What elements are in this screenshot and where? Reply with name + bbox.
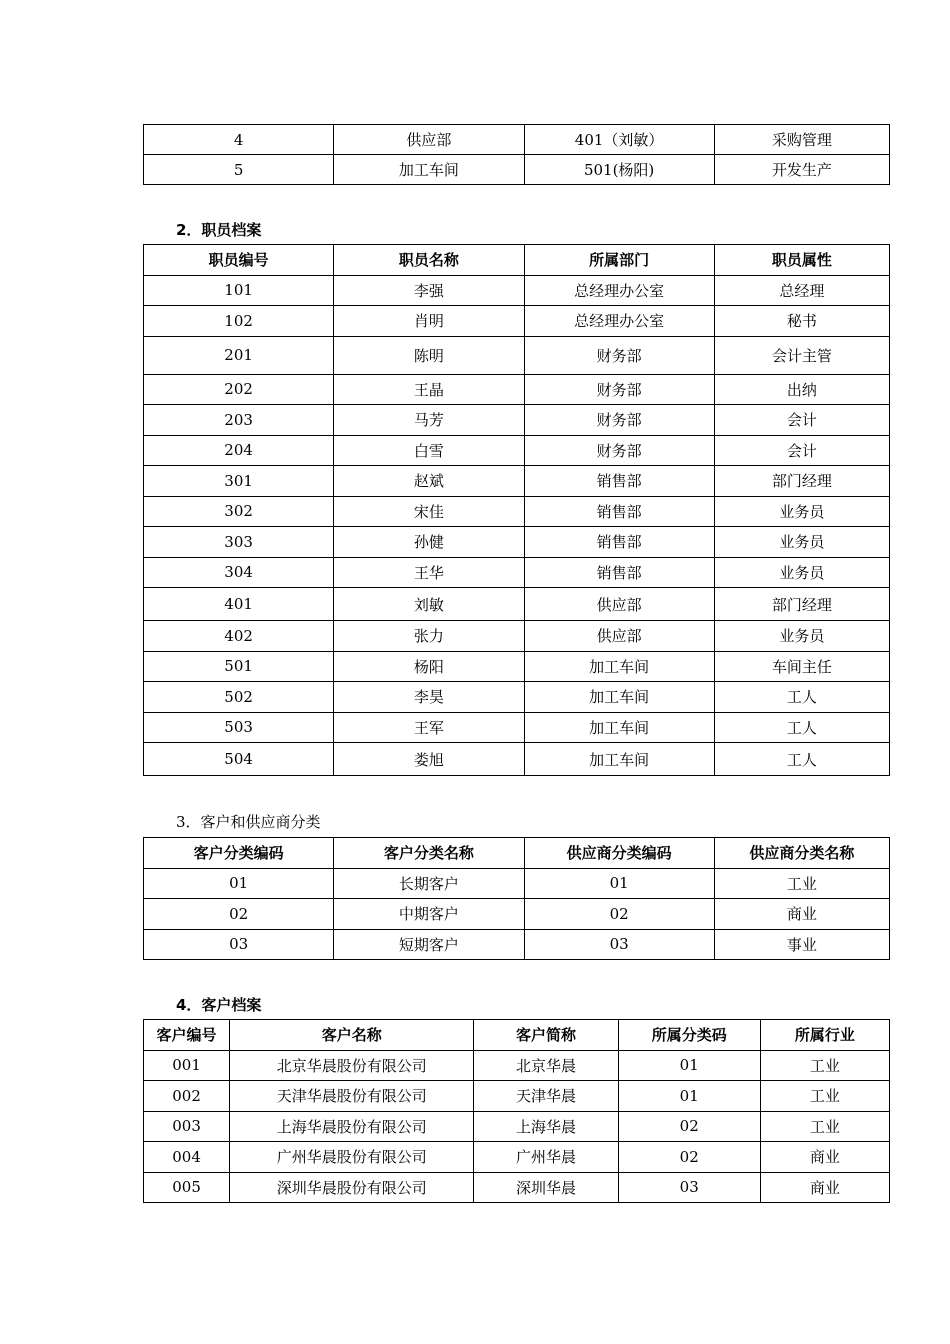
table-row [144,275,890,306]
table-row [144,557,890,588]
table-row [144,588,890,621]
table-cell: 工人 [714,743,889,776]
table-cell: 加工车间 [524,743,714,776]
table-cell: 01 [144,868,334,899]
table-cell: 03 [144,929,334,960]
table-cell: 005 [144,1172,230,1203]
table-cell: 工业 [760,1050,889,1081]
column-header: 职员名称 [334,245,524,276]
table-cell: 加工车间 [334,155,524,185]
column-header: 客户简称 [474,1020,618,1051]
category-table [143,837,890,960]
table-cell: 401 [144,588,334,621]
table-row [144,1142,890,1173]
table-cell: 会计 [714,435,889,466]
table-cell: 娄旭 [334,743,524,776]
table-cell: 303 [144,527,334,558]
table-row [144,125,890,155]
table-cell: 北京华晨 [474,1050,618,1081]
table-row [144,155,890,185]
table-cell: 总经理办公室 [524,306,714,337]
table-cell: 深圳华晨股份有限公司 [230,1172,474,1203]
table-cell: 101 [144,275,334,306]
table-cell: 财务部 [524,435,714,466]
table-cell: 上海华晨 [474,1111,618,1142]
table-cell: 5 [144,155,334,185]
table-cell: 商业 [760,1172,889,1203]
table-row [144,899,890,930]
table-cell: 财务部 [524,374,714,405]
table-cell: 李强 [334,275,524,306]
column-header: 客户编号 [144,1020,230,1051]
table-cell: 工业 [760,1081,889,1112]
table-cell: 长期客户 [334,868,524,899]
column-header: 客户分类编码 [144,838,334,869]
table-cell: 白雪 [334,435,524,466]
table-cell: 03 [524,929,714,960]
table-cell: 马芳 [334,405,524,436]
table-cell: 天津华晨 [474,1081,618,1112]
table-row [144,435,890,466]
table-cell: 202 [144,374,334,405]
table-cell: 03 [618,1172,760,1203]
customer-section-heading: 4．客户档案 [176,996,262,1014]
table-cell: 003 [144,1111,230,1142]
table-cell: 广州华晨 [474,1142,618,1173]
table-cell: 销售部 [524,466,714,497]
table-cell: 商业 [760,1142,889,1173]
table-cell: 部门经理 [714,466,889,497]
column-header: 职员编号 [144,245,334,276]
table-row [144,682,890,713]
table-cell: 供应部 [524,621,714,652]
table-row [144,405,890,436]
table-cell: 短期客户 [334,929,524,960]
column-header: 所属分类码 [618,1020,760,1051]
table-cell: 02 [524,899,714,930]
staff-table [143,244,890,776]
table-cell: 上海华晨股份有限公司 [230,1111,474,1142]
table-cell: 加工车间 [524,712,714,743]
table-cell: 业务员 [714,557,889,588]
table-row [144,527,890,558]
column-header: 供应商分类名称 [714,838,889,869]
table-cell: 王军 [334,712,524,743]
table-cell: 02 [144,899,334,930]
table-cell: 503 [144,712,334,743]
table-row [144,651,890,682]
table-cell: 203 [144,405,334,436]
table-cell: 宋佳 [334,496,524,527]
table-cell: 工业 [760,1111,889,1142]
table-cell: 供应部 [524,588,714,621]
table-cell: 肖明 [334,306,524,337]
table-cell: 事业 [714,929,889,960]
table-cell: 刘敏 [334,588,524,621]
table-cell: 501 [144,651,334,682]
table-cell: 02 [618,1111,760,1142]
table-row [144,374,890,405]
table-cell: 采购管理 [714,125,889,155]
table-row [144,621,890,652]
table-cell: 01 [618,1081,760,1112]
table-row [144,306,890,337]
table-cell: 501(杨阳) [524,155,714,185]
table-cell: 工业 [714,868,889,899]
table-cell: 出纳 [714,374,889,405]
table-cell: 02 [618,1142,760,1173]
table-cell: 会计 [714,405,889,436]
table-cell: 工人 [714,682,889,713]
table-cell: 销售部 [524,527,714,558]
table-cell: 302 [144,496,334,527]
column-header: 供应商分类编码 [524,838,714,869]
table-cell: 会计主管 [714,336,889,374]
table-cell: 502 [144,682,334,713]
department-table [143,124,890,185]
table-cell: 深圳华晨 [474,1172,618,1203]
table-row [144,496,890,527]
table-cell: 01 [524,868,714,899]
table-cell: 天津华晨股份有限公司 [230,1081,474,1112]
table-cell: 销售部 [524,557,714,588]
column-header: 客户分类名称 [334,838,524,869]
table-cell: 工人 [714,712,889,743]
table-cell: 001 [144,1050,230,1081]
table-cell: 陈明 [334,336,524,374]
table-cell: 北京华晨股份有限公司 [230,1050,474,1081]
table-cell: 业务员 [714,527,889,558]
table-cell: 李昊 [334,682,524,713]
table-cell: 开发生产 [714,155,889,185]
table-cell: 商业 [714,899,889,930]
table-header-row [144,1020,890,1051]
table-cell: 4 [144,125,334,155]
column-header: 客户名称 [230,1020,474,1051]
table-cell: 301 [144,466,334,497]
table-cell: 402 [144,621,334,652]
table-cell: 总经理办公室 [524,275,714,306]
table-cell: 204 [144,435,334,466]
table-cell: 孙健 [334,527,524,558]
table-cell: 王华 [334,557,524,588]
table-row [144,466,890,497]
table-cell: 304 [144,557,334,588]
table-cell: 01 [618,1050,760,1081]
category-section-heading: 3．客户和供应商分类 [176,813,321,831]
table-row [144,336,890,374]
table-cell: 中期客户 [334,899,524,930]
table-row [144,743,890,776]
table-cell: 车间主任 [714,651,889,682]
table-cell: 201 [144,336,334,374]
table-row [144,712,890,743]
staff-section-heading: 2．职员档案 [176,221,262,239]
table-row [144,1050,890,1081]
table-cell: 杨阳 [334,651,524,682]
table-header-row [144,245,890,276]
table-cell: 广州华晨股份有限公司 [230,1142,474,1173]
table-cell: 销售部 [524,496,714,527]
table-row [144,868,890,899]
table-cell: 102 [144,306,334,337]
column-header: 所属行业 [760,1020,889,1051]
table-cell: 王晶 [334,374,524,405]
table-cell: 财务部 [524,405,714,436]
column-header: 所属部门 [524,245,714,276]
table-cell: 秘书 [714,306,889,337]
table-cell: 总经理 [714,275,889,306]
table-cell: 业务员 [714,496,889,527]
table-row [144,1111,890,1142]
table-row [144,1172,890,1203]
customer-table [143,1019,890,1203]
table-row [144,1081,890,1112]
table-cell: 业务员 [714,621,889,652]
table-cell: 加工车间 [524,682,714,713]
table-cell: 赵斌 [334,466,524,497]
table-cell: 张力 [334,621,524,652]
table-cell: 供应部 [334,125,524,155]
table-header-row [144,838,890,869]
table-cell: 002 [144,1081,230,1112]
table-row [144,929,890,960]
table-cell: 004 [144,1142,230,1173]
column-header: 职员属性 [714,245,889,276]
table-cell: 加工车间 [524,651,714,682]
table-cell: 财务部 [524,336,714,374]
table-cell: 504 [144,743,334,776]
table-cell: 401（刘敏） [524,125,714,155]
table-cell: 部门经理 [714,588,889,621]
